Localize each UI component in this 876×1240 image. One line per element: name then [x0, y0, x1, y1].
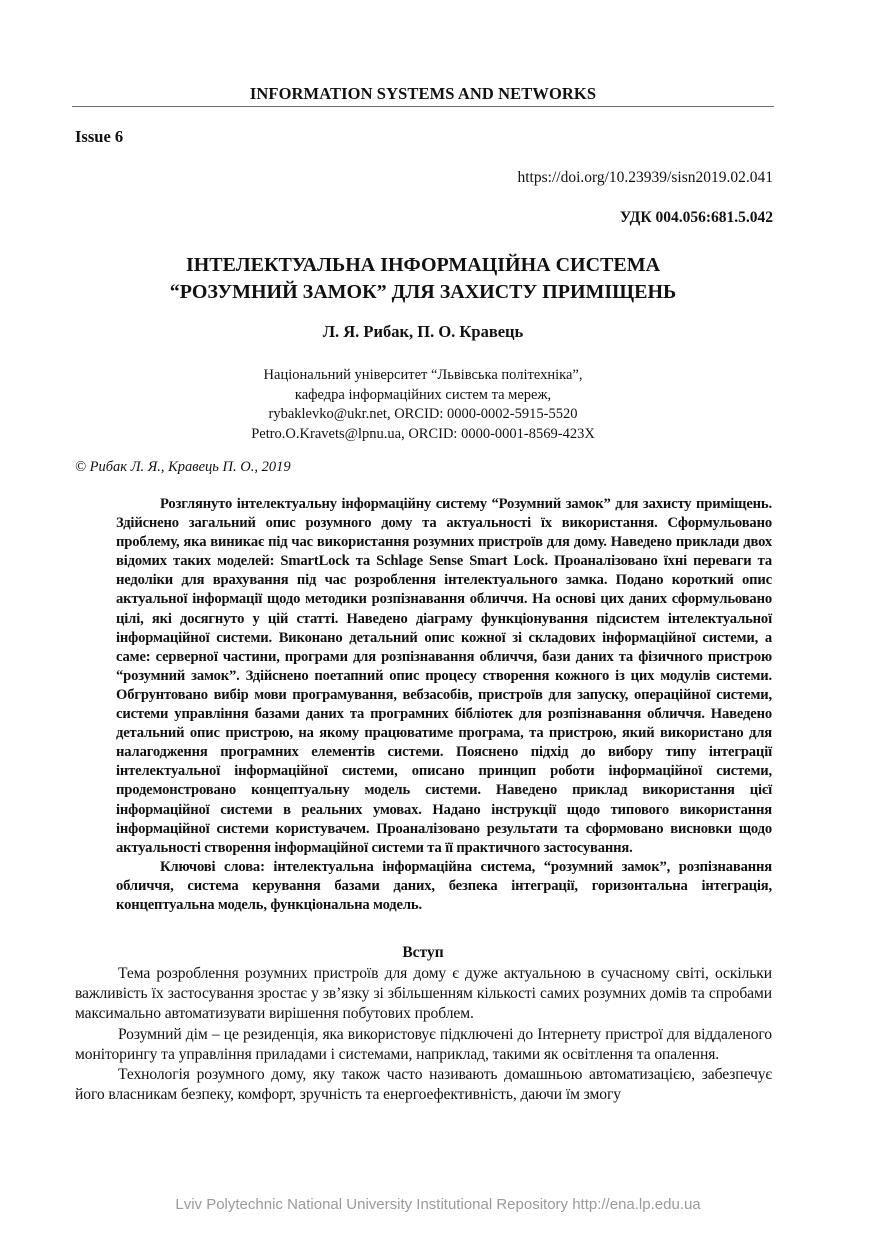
author-contact-2[interactable]: Petro.O.Kravets@lpnu.ua, ORCID: 0000-0001-8569-423X — [251, 425, 595, 442]
affiliation-department: кафедра інформаційних систем та мереж, — [294, 386, 552, 403]
affiliation — [72, 366, 774, 444]
udk-code: УДК 004.056:681.5.042 — [619, 209, 773, 226]
issue-number: Issue 6 — [75, 127, 124, 146]
body-paragraph: Тема розроблення розумних пристроїв для дому є дуже актуальною в сучасному світі, оскільки важливість їх застосування зростає у зв’язку зі збільшенням кількості самих розумних домів та спробами максимально автоматизувати вирішення побутових проблем. — [75, 965, 772, 1023]
header-rule — [72, 106, 774, 107]
abstract-text: Розглянуто інтелектуальну інформаційну систему “Розумний замок” для захисту приміщень. Здійснено загальний опис розумного дому та актуальності їх використання. Сформульовано проблему, яка виникає під час використання розумних пристроїв для дому. Наведено приклади двох відомих таких моделей: SmartLock та Schlage Sense Smart Lock. Проаналізовано їхні переваги та недоліки для врахування під час розроблення інтелектуального замка. Подано короткий опис актуальної інформації щодо методики розпізнавання обличчя. На основі цих даних сформульовано цілі, які досягнуто у цій статті. Наведено діаграму функціонування підсистем інтелектуальної інформаційної системи. Виконано детальний опис кожної зі складових інформаційної системи, а саме: серверної частини, програми для розпізнавання обличчя, бази даних та фізичного пристрою “розумний замок”. Здійснено поетапний опис процесу створення кожного із цих модулів системи. Обгрунтовано вибір мови програмування, вебзасобів, пристроїв для запуску, операційної системи, системи управління базами даних та програмних бібліотек для розпізнавання обличчя. Наведено детальний опис пристрою, на якому працюватиме програма, та пристрою, який використано для налагодження програмних елементів системи. Пояснено підхід до вибору типу інтеграції інтелектуальної інформаційної системи, описано принцип роботи інформаційної системи, продемонстровано концептуальну модель системи. Наведено приклад використання цієї інформаційної системи в реальних умовах. Надано інструкції щодо типового використання інформаційної системи користувачем. Проаналізовано результати та сформовано висновки щодо актуальності створення інформаційної системи та її практичного застосування. — [116, 496, 772, 856]
abstract — [116, 495, 772, 915]
repository-footer: Lviv Polytechnic National University Institutional Repository http://ena.lp.edu.ua — [175, 1196, 701, 1213]
copyright-notice: © Рибак Л. Я., Кравець П. О., 2019 — [75, 459, 291, 475]
doi-link[interactable]: https://doi.org/10.23939/sisn2019.02.041 — [517, 169, 773, 186]
affiliation-university: Національний університет “Львівська політехніка”, — [263, 367, 583, 383]
title-line: ІНТЕЛЕКТУАЛЬНА ІНФОРМАЦІЙНА СИСТЕМА — [185, 254, 661, 276]
body-paragraph: Розумний дім – це резиденція, яка використовує підключені до Інтернету пристрої для віддаленого моніторингу та управління приладами і системами, наприклад, такими як освітлення та опалення. — [75, 1025, 772, 1063]
introduction-body — [75, 964, 772, 1105]
keywords: Ключові слова: інтелектуальна інформаційна система, “розумний замок”, розпізнавання обличчя, система керування базами даних, безпека інтеграції, горизонтальна інтеграція, концептуальна модель, функціональна модель. — [116, 858, 772, 913]
section-heading-introduction: Вступ — [402, 944, 444, 961]
title-line: “РОЗУМНИЙ ЗАМОК” ДЛЯ ЗАХИСТУ ПРИМІЩЕНЬ — [169, 281, 677, 303]
body-paragraph: Технологія розумного дому, яку також часто називають домашньою автоматизацією, забезпечує його власникам безпеку, комфорт, зручність та енергоефективність, даючи їм змогу — [75, 1066, 772, 1104]
authors: Л. Я. Рибак, П. О. Кравець — [322, 322, 524, 341]
article-title — [72, 252, 774, 306]
author-contact-1[interactable]: rybaklevko@ukr.net, ORCID: 0000-0002-5915-5520 — [268, 406, 578, 422]
running-head: INFORMATION SYSTEMS AND NETWORKS — [249, 84, 597, 103]
